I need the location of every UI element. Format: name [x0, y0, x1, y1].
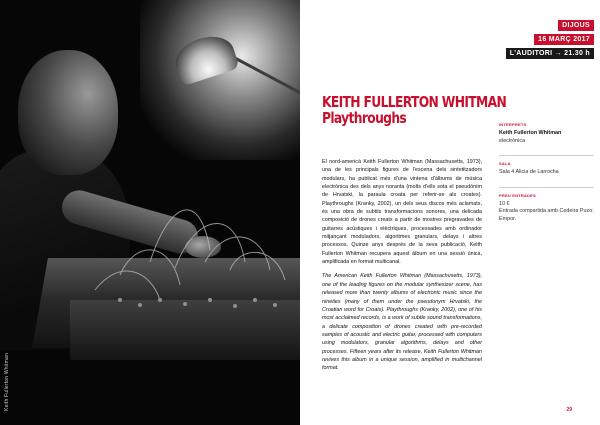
event-day-tag: DIJOUS: [558, 20, 594, 31]
event-title: [322, 94, 506, 126]
price-block: [499, 193, 594, 234]
performers-block: [499, 122, 594, 156]
event-date-tag: 16 MARÇ 2017: [534, 34, 594, 45]
performers-label: INTÈRPRETS: [499, 122, 527, 127]
event-info-sidebar: [499, 122, 594, 239]
page-number: 29: [566, 407, 572, 413]
hall-value: Sala 4 Alicia de Larrocha: [499, 169, 559, 176]
price-label: PREU ENTRADES: [499, 192, 536, 198]
price-value: 10 €: [499, 200, 510, 207]
performer-role: electrònica: [499, 137, 526, 144]
description-english: The American Keith Fullerton Whitman (Massachusetts, 1973), one of the leading figures on the modular synthesizer scene, has released more than twenty albums of electronic music since the nineties (many of them under the pseudonym Hrvatski, the Croatian word for Croats). Playthroughs (Kranky, 2002), one of his most acclaimed records, is a work of subtle sound transformations, a delicate composition of drones created with pre-recorded samples of acoustic and electric guitar, processed with computers using modulators, granular algorithms, delays and other processes. Fifteen years after its release, Keith Fullerton Whitman revives this album in a unique session, amplified in multichannel format.: [322, 273, 482, 372]
description-catalan: El nord-americà Keith Fullerton Whitman (Massachusetts, 1973), una de les principals figures de l'escena dels sintetitzadors modulars, ha publicat més d'una vintena d'àlbums de música electrònica des dels anys noranta (molts d'ells sota el pseudònim de Hrvatski, la paraula croata per referir-se als croates). Playthroughs (Kranky, 2002), un dels seus discos més aclamats, és una obra de subtils transformacions sonores, una delicada composició de drones creats a partir de mostres pregravades de guitarres acústiques i elèctriques, processades amb ordinador mitjançant moduladors, algoritmes granulars, delays i altres processos. Quinze anys després de la seva publicació, Keith Fullerton Whitman recupera aquest àlbum en una sessió única, amplificada en format multicanal.: [322, 159, 482, 266]
photo-caption: Keith Fullerton Whitman: [4, 353, 10, 411]
hall-label: SALA: [499, 161, 511, 167]
artist-name: KEITH FULLERTON WHITMAN: [322, 93, 507, 111]
work-title: Playthroughs: [322, 109, 407, 127]
hall-block: [499, 161, 594, 188]
performer-name: Keith Fullerton Whitman: [499, 130, 562, 136]
event-venue-tag: L'AUDITORI → 21.30 h: [506, 48, 594, 59]
price-note: Entrada compartida amb Cedeira Puzo: Empor.: [499, 208, 594, 222]
description: [322, 158, 482, 379]
